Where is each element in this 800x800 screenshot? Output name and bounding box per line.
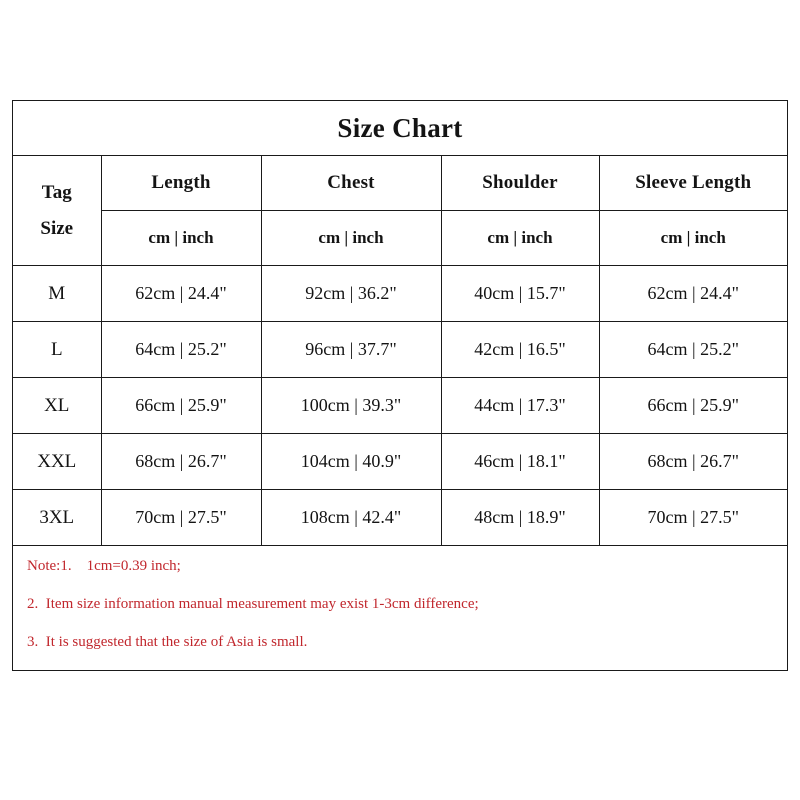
unit-chest: cm | inch [261,211,441,266]
cell-shoulder-l: 42cm | 16.5" [441,322,599,378]
table-header-row [13,156,787,211]
cell-length-l: 64cm | 25.2" [101,322,261,378]
header-length: Length [101,156,261,211]
header-tag-size [13,156,101,266]
cell-shoulder-3xl: 48cm | 18.9" [441,490,599,546]
table-row [13,434,787,490]
row-size-3xl: 3XL [13,490,101,546]
unit-sleeve-length: cm | inch [599,211,787,266]
cell-chest-m: 92cm | 36.2" [261,266,441,322]
cell-length-xl: 66cm | 25.9" [101,378,261,434]
cell-length-3xl: 70cm | 27.5" [101,490,261,546]
cell-length-m: 62cm | 24.4" [101,266,261,322]
header-shoulder: Shoulder [441,156,599,211]
page-title: Size Chart [337,113,463,143]
cell-chest-xl: 100cm | 39.3" [261,378,441,434]
table-unit-row [13,211,787,266]
cell-sleeve-xxl: 68cm | 26.7" [599,434,787,490]
size-chart-table [13,155,787,545]
table-row [13,490,787,546]
cell-length-xxl: 68cm | 26.7" [101,434,261,490]
cell-shoulder-m: 40cm | 15.7" [441,266,599,322]
row-size-xxl: XXL [13,434,101,490]
cell-sleeve-xl: 66cm | 25.9" [599,378,787,434]
cell-shoulder-xl: 44cm | 17.3" [441,378,599,434]
cell-sleeve-m: 62cm | 24.4" [599,266,787,322]
note-line-1: Note:1. 1cm=0.39 inch; [27,558,181,574]
unit-length: cm | inch [101,211,261,266]
header-chest: Chest [261,156,441,211]
header-sleeve-length: Sleeve Length [599,156,787,211]
cell-sleeve-l: 64cm | 25.2" [599,322,787,378]
row-size-xl: XL [13,378,101,434]
cell-sleeve-3xl: 70cm | 27.5" [599,490,787,546]
unit-shoulder: cm | inch [441,211,599,266]
size-chart-panel [12,100,788,671]
table-row [13,322,787,378]
row-size-m: M [13,266,101,322]
tag-label-line2: Size [40,217,74,239]
table-row [13,378,787,434]
table-row [13,266,787,322]
cell-chest-xxl: 104cm | 40.9" [261,434,441,490]
row-size-l: L [13,322,101,378]
note-line-3: 3. It is suggested that the size of Asia is small. [27,634,308,650]
notes-section [13,545,787,670]
cell-shoulder-xxl: 46cm | 18.1" [441,434,599,490]
note-line-2: 2. Item size information manual measurement may exist 1-3cm difference; [27,596,479,612]
tag-label-line1: Tag [41,182,72,204]
cell-chest-l: 96cm | 37.7" [261,322,441,378]
cell-chest-3xl: 108cm | 42.4" [261,490,441,546]
